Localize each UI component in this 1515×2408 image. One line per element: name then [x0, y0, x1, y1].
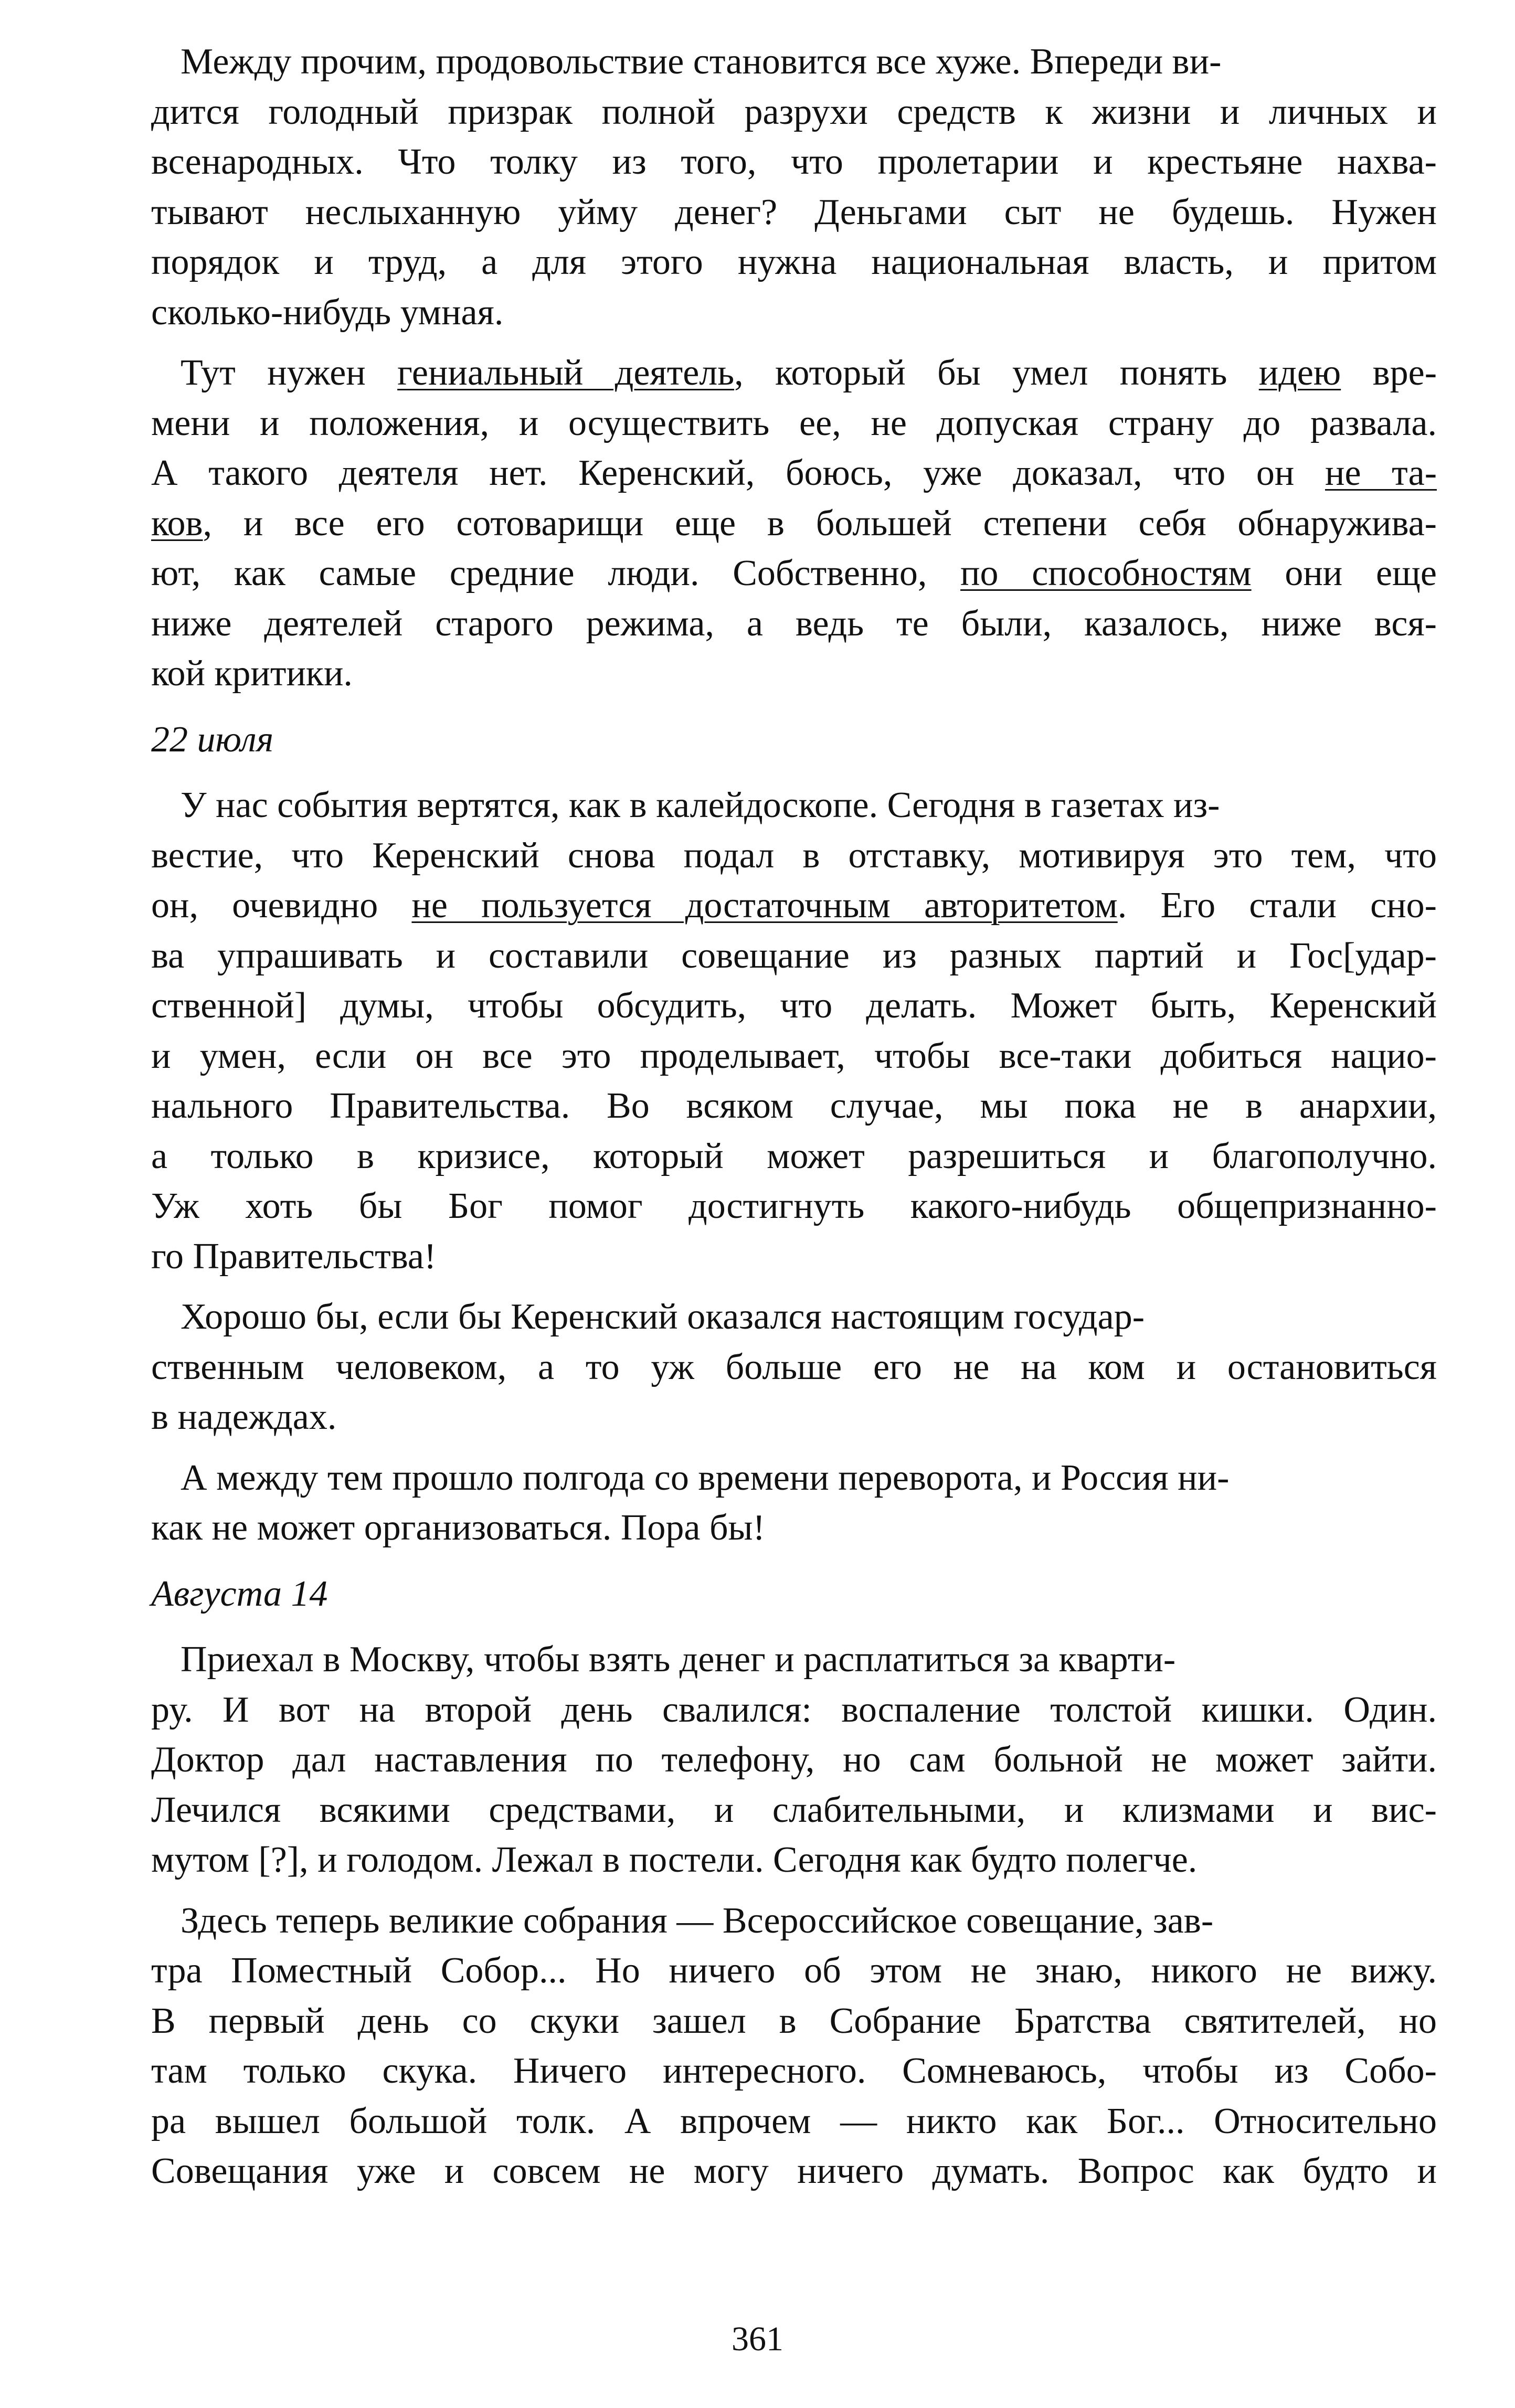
text-line	[151, 881, 1437, 931]
paragraph-5	[151, 1453, 1437, 1553]
text-run: Тут нужен	[181, 353, 398, 393]
text-line: ра вышел большой толк. А впрочем — никто как Бог... Относительно	[151, 2101, 1437, 2141]
text-line: У нас события вертятся, как в калейдоскопе. Сегодня в газетах из-	[181, 785, 1220, 825]
text-run: вре-	[1341, 353, 1437, 393]
text-run: . Его стали сно-	[1117, 885, 1437, 926]
text-line: тывают неслыханную уйму денег? Деньгами сыт не будешь. Нужен	[151, 192, 1437, 232]
text-line: сколько-нибудь умная.	[151, 292, 504, 333]
text-line: ва упрашивать и составили совещание из разных партий и Гос[удар-	[151, 935, 1437, 976]
underlined-phrase: ков	[151, 503, 203, 544]
text-line: Здесь теперь великие собрания — Всероссийское совещание, зав-	[181, 1900, 1214, 1941]
underlined-phrase: не та-	[1325, 453, 1437, 493]
text-line: ственным человеком, а то уж больше его не на ком и остановиться	[151, 1346, 1437, 1387]
text-line: там только скука. Ничего интересного. Сомневаюсь, чтобы из Собо-	[151, 2051, 1437, 2091]
text-line: Приехал в Москву, чтобы взять денег и расплатиться за кварти-	[181, 1639, 1176, 1680]
text-line: как не может организоваться. Пора бы!	[151, 1508, 765, 1548]
text-line: кой критики.	[151, 653, 353, 694]
page-body	[151, 37, 1437, 2207]
paragraph-7	[151, 1896, 1437, 2197]
text-line: ру. И вот на второй день свалился: воспаление толстой кишки. Один.	[151, 1689, 1437, 1730]
text-run: А такого деятеля нет. Керенский, боюсь, уже доказал, что он	[151, 453, 1325, 493]
text-line: порядок и труд, а для этого нужна национальная власть, и притом	[151, 242, 1437, 282]
text-line	[151, 548, 1437, 599]
text-line: а только в кризисе, который может разрешиться и благополучно.	[151, 1136, 1437, 1176]
text-line: в надеждах.	[151, 1397, 337, 1437]
text-line: нального Правительства. Во всяком случае, мы пока не в анархии,	[151, 1086, 1437, 1126]
text-line	[151, 498, 1437, 549]
text-line: Доктор дал наставления по телефону, но сам больной не может зайти.	[151, 1739, 1437, 1780]
underlined-phrase: не пользуется достаточным авторитетом	[411, 885, 1118, 926]
underlined-phrase: гениальный деятель	[397, 353, 735, 393]
text-line: ственной] думы, чтобы обсудить, что делать. Может быть, Керенский	[151, 985, 1437, 1026]
text-line: Уж хоть бы Бог помог достигнуть какого-нибудь общепризнанно-	[151, 1186, 1437, 1226]
text-line: тра Поместный Собор... Но ничего об этом не знаю, никого не вижу.	[151, 1950, 1437, 1991]
text-line: Совещания уже и совсем не могу ничего думать. Вопрос как будто и	[151, 2151, 1437, 2191]
text-line: А между тем прошло полгода со времени переворота, и Россия ни-	[181, 1457, 1230, 1498]
text-run: , который бы умел понять	[734, 353, 1259, 393]
page-number: 361	[732, 2320, 783, 2358]
text-line: В первый день со скуки зашел в Собрание Братства святителей, но	[151, 2000, 1437, 2041]
paragraph-4	[151, 1292, 1437, 1442]
underlined-phrase: идею	[1258, 353, 1341, 393]
text-line: всенародных. Что толку из того, что пролетарии и крестьяне нахва-	[151, 142, 1437, 182]
diary-date: Августа 14	[151, 1573, 328, 1614]
text-line: и умен, если он все это проделывает, чтобы все-таки добиться нацио-	[151, 1035, 1437, 1076]
text-line: Хорошо бы, если бы Керенский оказался настоящим государ-	[181, 1297, 1145, 1337]
text-run: , и все его сотоварищи еще в большей степени себя обнаружива-	[203, 503, 1437, 544]
text-line: мутом [?], и голодом. Лежал в постели. Сегодня как будто полегче.	[151, 1840, 1198, 1880]
paragraph-2	[151, 348, 1437, 699]
text-run: они еще	[1251, 553, 1437, 593]
text-run: он, очевидно	[151, 885, 412, 926]
text-line	[151, 348, 1437, 398]
underlined-phrase: по способностям	[960, 553, 1252, 593]
text-line: ниже деятелей старого режима, а ведь те были, казалось, ниже вся-	[151, 603, 1437, 644]
paragraph-6	[151, 1635, 1437, 1885]
text-line: мени и положения, и осуществить ее, не допуская страну до развала.	[151, 402, 1437, 443]
text-line	[151, 448, 1437, 498]
diary-date: 22 июля	[151, 719, 274, 760]
text-line: Лечился всякими средствами, и слабительными, и клизмами и вис-	[151, 1789, 1437, 1830]
text-line: Между прочим, продовольствие становится все хуже. Впереди ви-	[181, 41, 1222, 82]
text-line: го Правительства!	[151, 1236, 437, 1277]
text-line: дится голодный призрак полной разрухи средств к жизни и личных и	[151, 91, 1437, 132]
text-run: ют, как самые средние люди. Собственно,	[151, 553, 961, 593]
text-line: вестие, что Керенский снова подал в отставку, мотивируя это тем, что	[151, 835, 1437, 876]
paragraph-3	[151, 780, 1437, 1281]
paragraph-1	[151, 37, 1437, 337]
